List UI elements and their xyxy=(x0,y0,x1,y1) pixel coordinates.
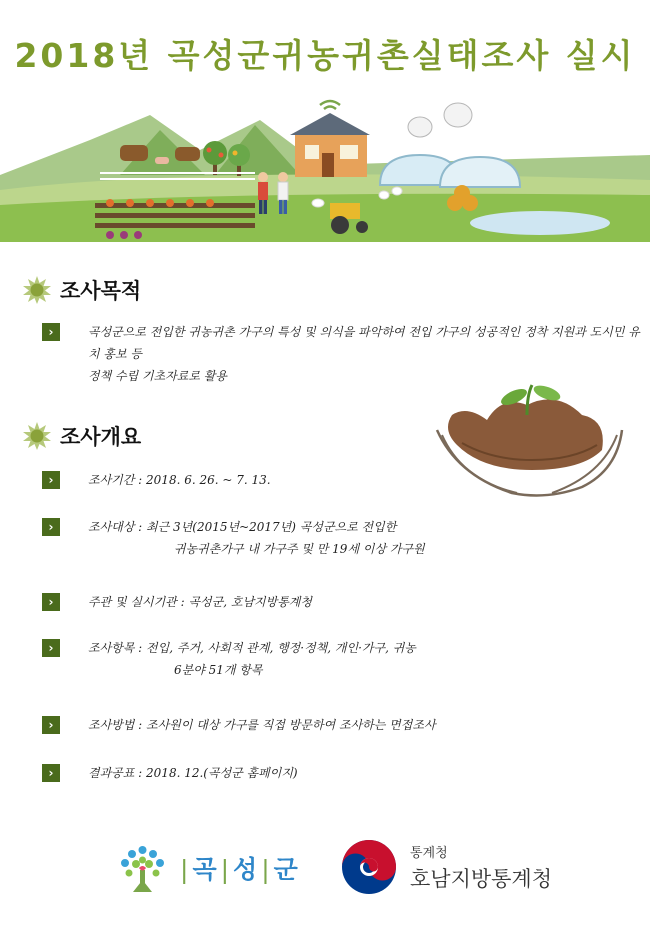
chevron-right-icon: › xyxy=(42,716,60,734)
chevron-right-icon: › xyxy=(42,518,60,536)
stats-logo-main-text: 호남지방통계청 xyxy=(410,866,553,891)
purpose-line-1: 곡성군으로 전입한 귀농귀촌 가구의 특성 및 의식을 파악하여 전입 가구의 성공적인 정착 지원과 도시민 유치 홍보 등 xyxy=(88,325,640,361)
chevron-right-icon: › xyxy=(42,764,60,782)
sunburst-icon xyxy=(22,275,52,305)
hands-holding-sprout-illustration xyxy=(432,375,627,500)
chevron-right-icon: › xyxy=(42,471,60,489)
overview-topics-line-2: 6분야 51개 항목 xyxy=(174,663,263,677)
overview-item-organizer xyxy=(42,591,312,613)
gokseong-logo xyxy=(115,840,300,895)
overview-period-text: 조사기간 : 2018. 6. 26. ~ 7. 13. xyxy=(88,473,271,487)
purpose-line-2: 정책 수립 기초자료로 활용 xyxy=(88,369,227,383)
overview-item-target xyxy=(42,516,425,560)
overview-organizer-text: 주관 및 실시기관 : 곡성군, 호남지방통계청 xyxy=(88,595,312,609)
gokseong-logo-text: |곡|성|군 xyxy=(180,854,300,884)
overview-target-line-1: 조사대상 : 최근 3년(2015년~2017년) 곡성군으로 전입한 xyxy=(88,520,397,534)
overview-item-method xyxy=(42,714,436,736)
overview-heading-text: 조사개요 xyxy=(60,425,142,449)
overview-section-heading xyxy=(22,421,141,451)
overview-method-text: 조사방법 : 조사원이 대상 가구를 직접 방문하여 조사하는 면접조사 xyxy=(88,718,436,732)
purpose-section-heading xyxy=(22,275,141,305)
overview-item-period xyxy=(42,469,271,491)
chevron-right-icon: › xyxy=(42,323,60,341)
gokseong-tree-icon xyxy=(115,840,170,895)
sunburst-icon xyxy=(22,421,52,451)
overview-item-results xyxy=(42,762,298,784)
overview-results-text: 결과공표 : 2018. 12.(곡성군 홈페이지) xyxy=(88,766,298,780)
chevron-right-icon: › xyxy=(42,639,60,657)
overview-topics-line-1: 조사항목 : 전입, 주거, 사회적 관계, 행정·정책, 개인·가구, 귀농 xyxy=(88,641,416,655)
overview-target-line-2: 귀농귀촌가구 내 가구주 및 만 19세 이상 가구원 xyxy=(174,542,425,556)
purpose-heading-text: 조사목적 xyxy=(60,279,142,303)
page-title: 2018년 곡성군귀농귀촌실태조사 실시 xyxy=(14,36,636,75)
statistics-korea-logo xyxy=(340,838,552,896)
overview-item-topics xyxy=(42,637,416,681)
stats-logo-small-text: 통계청 xyxy=(410,845,448,861)
farm-illustration xyxy=(0,95,650,242)
chevron-right-icon: › xyxy=(42,593,60,611)
taegeuk-emblem-icon xyxy=(340,838,398,896)
